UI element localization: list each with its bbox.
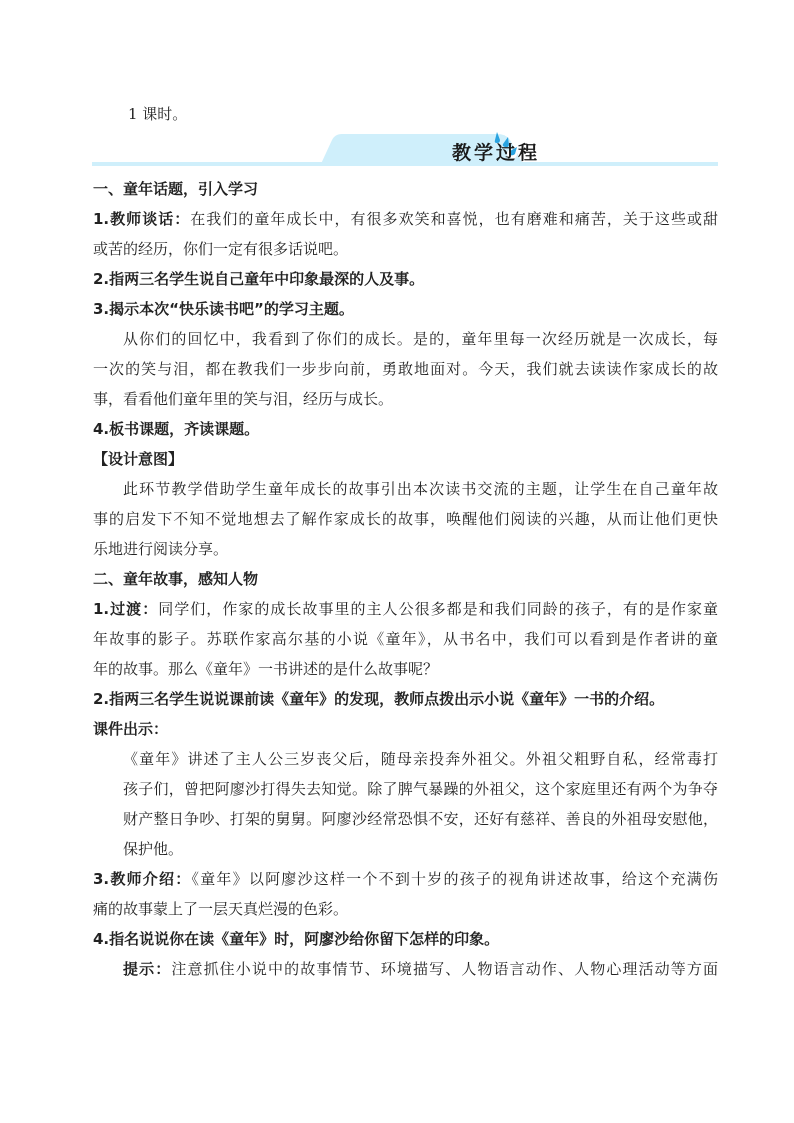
paragraph-line [93,954,718,984]
paragraph-line: 年故事的影子。苏联作家高尔基的小说《童年》，从书名中，我们可以看到是作者讲的童 [93,630,718,648]
item-label: 提示： [123,960,172,978]
item-text: 在我们的童年成长中，有很多欢笑和喜悦，也有磨难和痛苦，关于这些或甜 [190,210,718,228]
list-item: 2.指两三名学生说说课前读《童年》的发现，教师点拨出示小说《童年》一书的介绍。 [93,690,665,708]
paragraph-line [93,204,718,234]
paragraph-line: 保护他。 [123,840,184,858]
paragraph-line: 事的启发下不知不觉地想去了解作家成长的故事，唤醒他们阅读的兴趣，从而让他们更快 [93,510,718,528]
section-heading: 一、童年话题，引入学习 [93,180,259,198]
paragraph-line: 此环节教学借助学生童年成长的故事引出本次读书交流的主题，让学生在自己童年故 [123,480,718,498]
paragraph-line: 一次的笑与泪，都在教我们一步步向前，勇敢地面对。今天，我们就去读读作家成长的故 [93,360,718,378]
item-text: 注意抓住小说中的故事情节、环境描写、人物语言动作、人物心理活动等方面 [171,960,718,978]
document-body [93,174,718,984]
lesson-time-text: 1 课时。 [128,105,188,123]
list-item: 3.揭示本次“快乐读书吧”的学习主题。 [93,300,354,318]
list-item: 4.指名说说你在读《童年》时，阿廖沙给你留下怎样的印象。 [93,930,500,948]
list-item: 2.指两三名学生说自己童年中印象最深的人及事。 [93,270,425,288]
section-banner [92,126,718,170]
paragraph-line [93,864,718,894]
item-label: 3.教师介绍： [93,870,192,888]
paragraph-line: 或苦的经历，你们一定有很多话说吧。 [93,240,349,258]
list-item: 4.板书课题，齐读课题。 [93,420,260,438]
paragraph-line: 孩子们，曾把阿廖沙打得失去知觉。除了脾气暴躁的外祖父，这个家庭里还有两个为争夺 [123,780,718,798]
banner-decoration [92,126,718,170]
section-heading: 二、童年故事，感知人物 [93,570,259,588]
paragraph-line [93,594,718,624]
item-label: 1.教师谈话： [93,210,191,228]
paragraph-line: 事，看看他们童年里的笑与泪，经历与成长。 [93,390,394,408]
item-label: 1.过渡： [93,600,159,618]
item-text: 同学们，作家的成长故事里的主人公很多都是和我们同龄的孩子，有的是作家童 [158,600,718,618]
paragraph-line: 痛的故事蒙上了一层天真烂漫的色彩。 [93,900,349,918]
paragraph-line: 《童年》讲述了主人公三岁丧父后，随母亲投奔外祖父。外祖父粗野自私，经常毒打 [123,750,718,768]
paragraph-line: 从你们的回忆中，我看到了你们的成长。是的，童年里每一次经历就是一次成长，每 [123,330,718,348]
courseware-label: 课件出示： [93,720,169,738]
paragraph-line: 年的故事。那么《童年》一书讲述的是什么故事呢？ [93,660,439,678]
design-intent-heading: 【设计意图】 [93,450,184,468]
paragraph-line: 乐地进行阅读分享。 [93,540,229,558]
paragraph-line: 财产整日争吵、打架的舅舅。阿廖沙经常恐惧不安，还好有慈祥、善良的外祖母安慰他， [123,810,718,828]
banner-title: 教学过程 [452,142,541,164]
item-text: 《童年》以阿廖沙这样一个不到十岁的孩子的视角讲述故事，给这个充满伤 [191,870,718,888]
